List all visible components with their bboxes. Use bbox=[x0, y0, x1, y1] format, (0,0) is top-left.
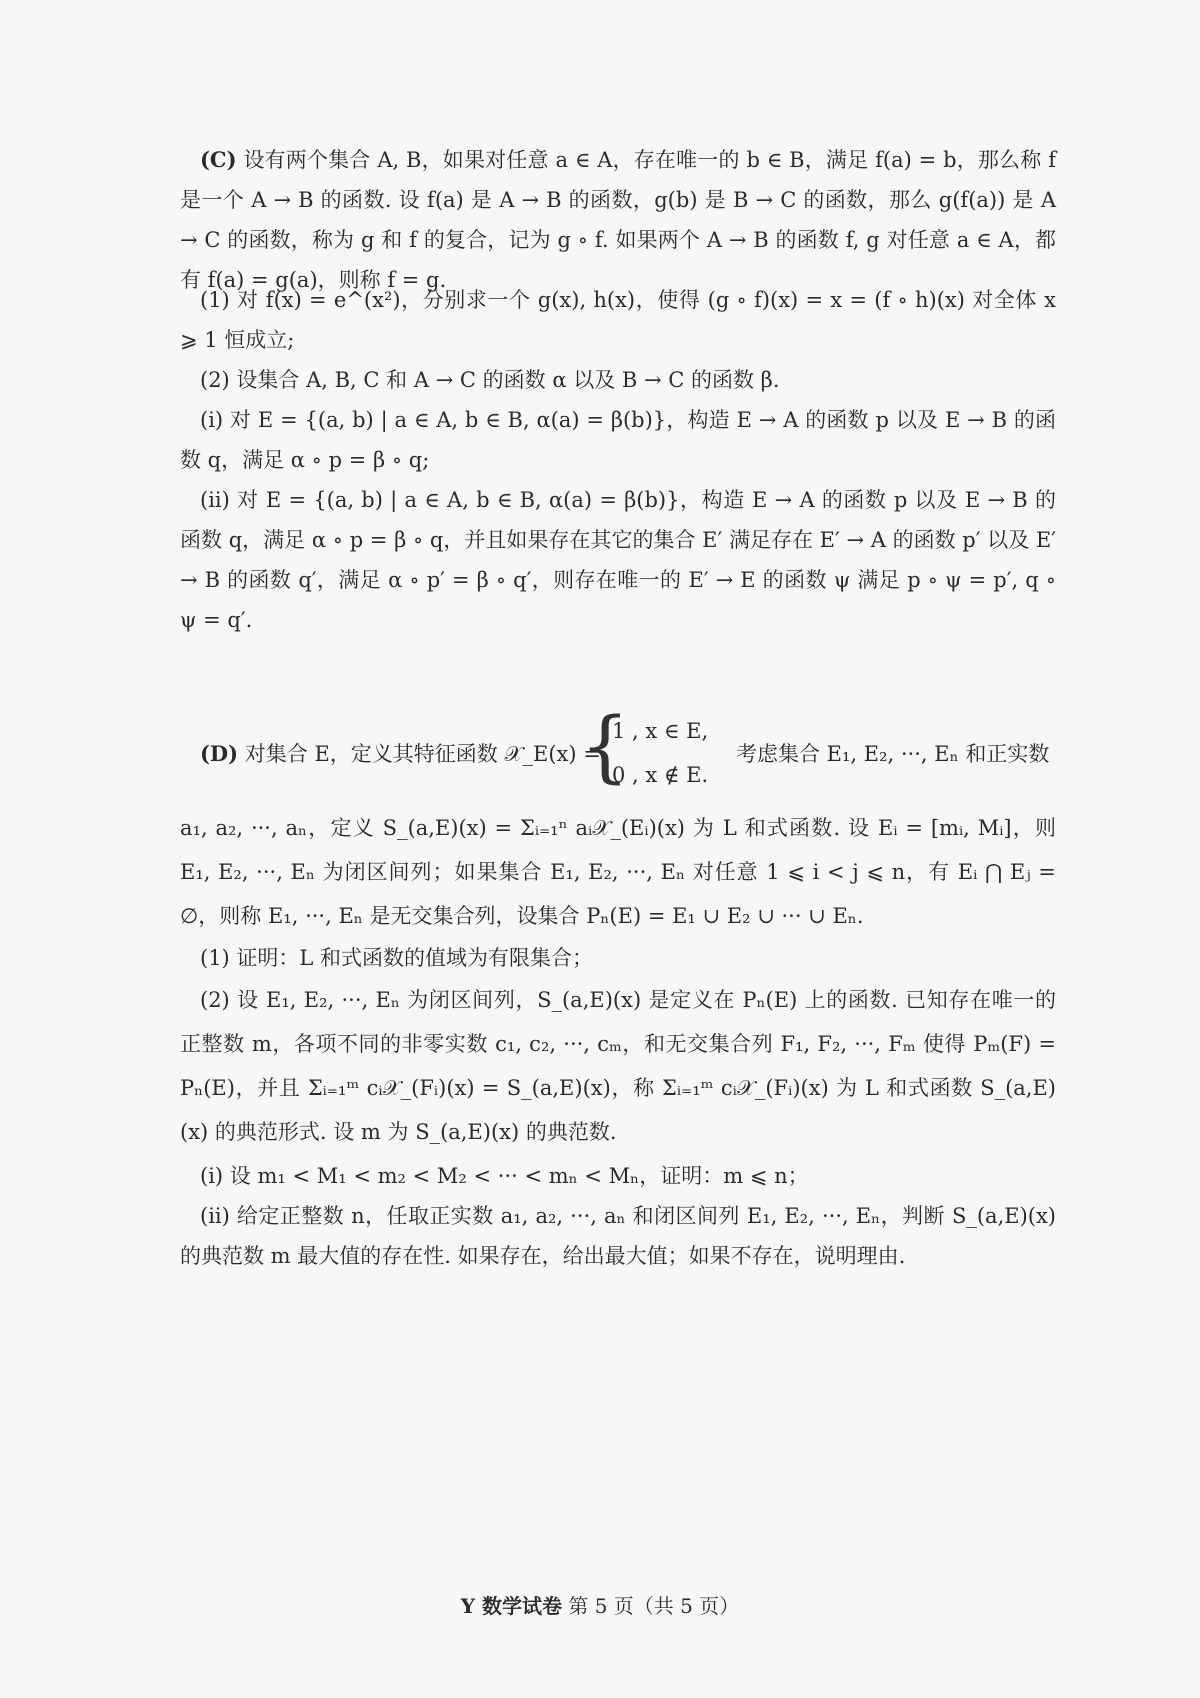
part-c-question-2-ii: (ii) 对 E = {(a, b) | a ∈ A, b ∈ B, α(a) = β(b)}，构造 E → A 的函数 p 以及 E → B 的函数 q，满足 α ∘ p = β ∘ q，并且如果存在其它的集合 E′ 满足存在 E′ → A 的函数 p′ 以及 E′ → B 的函数 q′，满足 α ∘ p′ = β ∘ q′，则存在唯一的 E′ → E 的函数 ψ 满足 p ∘ ψ = p′, q ∘ ψ = q′. bbox=[180, 488, 1056, 632]
part-d-lead-text: 对集合 E，定义其特征函数 𝒳_E(x) = bbox=[244, 742, 601, 766]
part-d-lead-after: 考虑集合 E₁, E₂, ···, Eₙ 和正实数 bbox=[736, 742, 1050, 766]
part-d-question-1: (1) 证明：L 和式函数的值域为有限集合； bbox=[200, 946, 594, 970]
part-c-intro-text: 设有两个集合 A, B，如果对任意 a ∈ A，存在唯一的 b ∈ B，满足 f(a) = b，那么称 f 是一个 A → B 的函数. 设 f(a) 是 A → B 的函数，g(b) 是 B → C 的函数，那么 g(f(a)) 是 A → C 的函数，称为 g 和 f 的复合，记为 g ∘ f. 如果两个 A → B 的函数 f, g 对任意 a ∈ A，都有 f(a) = g(a)，则称 f = g. bbox=[180, 148, 1056, 292]
part-d-question-2-i: (i) 设 m₁ < M₁ < m₂ < M₂ < ··· < mₙ < Mₙ，证明：m ⩽ n； bbox=[200, 1164, 809, 1188]
page-footer bbox=[0, 1592, 1200, 1620]
piecewise-brace: { bbox=[580, 702, 630, 792]
part-d-intro: a₁, a₂, ···, aₙ，定义 S_(a,E)(x) = Σᵢ₌₁ⁿ aᵢ𝒳_(Eᵢ)(x) 为 L 和式函数. 设 Eᵢ = [mᵢ, Mᵢ]，则 E₁, E₂, ···, Eₙ 为闭区间列；如果集合 E₁, E₂, ···, Eₙ 对任意 1 ⩽ i < j ⩽ n，有 Eᵢ ⋂ Eⱼ = ∅，则称 E₁, ···, Eₙ 是无交集合列，设集合 Pₙ(E) = E₁ ∪ E₂ ∪ ··· ∪ Eₙ. bbox=[180, 816, 1056, 928]
part-d-lead bbox=[180, 738, 601, 768]
part-d-question-2: (2) 设 E₁, E₂, ···, Eₙ 为闭区间列，S_(a,E)(x) 是定义在 Pₙ(E) 上的函数. 已知存在唯一的正整数 m，各项不同的非零实数 c₁, c₂, ···, cₘ，和无交集合列 F₁, F₂, ···, Fₘ 使得 Pₘ(F) = Pₙ(E)，并且 Σᵢ₌₁ᵐ cᵢ𝒳_(Fᵢ)(x) = S_(a,E)(x)，称 Σᵢ₌₁ᵐ cᵢ𝒳_(Fᵢ)(x) 为 L 和式函数 S_(a,E)(x) 的典范形式. 设 m 为 S_(a,E)(x) 的典范数. bbox=[180, 988, 1056, 1144]
piecewise-case-1: 1 , x ∈ E, bbox=[612, 719, 709, 743]
part-d-label: (D) bbox=[200, 741, 239, 766]
part-c-intro bbox=[180, 140, 1056, 300]
part-d-definition-row bbox=[180, 702, 1056, 792]
part-c-label: (C) bbox=[200, 147, 237, 172]
part-d-question-2-ii: (ii) 给定正整数 n，任取正实数 a₁, a₂, ···, aₙ 和闭区间列 E₁, E₂, ···, Eₙ，判断 S_(a,E)(x) 的典范数 m 最大值的存在性. 如果存在，给出最大值；如果不存在，说明理由. bbox=[180, 1204, 1056, 1268]
part-c-question-1: (1) 对 f(x) = e^(x²)，分别求一个 g(x), h(x)，使得 (g ∘ f)(x) = x = (f ∘ h)(x) 对全体 x ⩾ 1 恒成立; bbox=[180, 288, 1056, 352]
part-c-question-2-i: (i) 对 E = {(a, b) | a ∈ A, b ∈ B, α(a) = β(b)}，构造 E → A 的函数 p 以及 E → B 的函数 q，满足 α ∘ p = β ∘ q; bbox=[180, 408, 1056, 472]
part-c-question-2: (2) 设集合 A, B, C 和 A → C 的函数 α 以及 B → C 的函数 β. bbox=[200, 368, 780, 392]
footer-page-number: 第 5 页（共 5 页） bbox=[568, 1594, 740, 1618]
piecewise-case-2: 0 , x ∉ E. bbox=[612, 763, 709, 787]
footer-subject: Y 数学试卷 bbox=[460, 1594, 562, 1618]
